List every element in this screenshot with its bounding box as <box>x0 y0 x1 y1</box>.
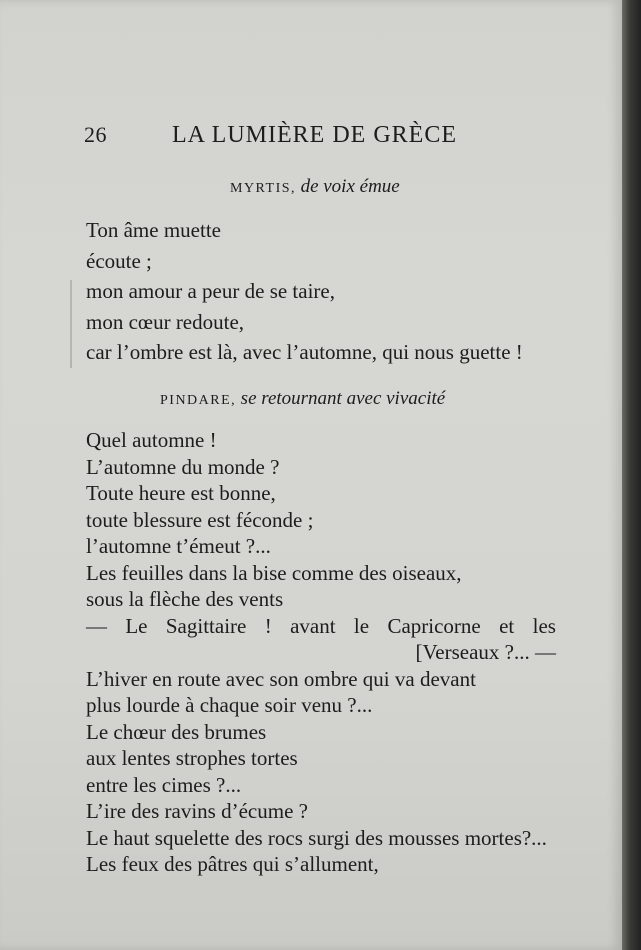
verse-word: les <box>532 613 556 638</box>
verse-line: mon cœur redoute, <box>86 309 245 334</box>
verse-line: L’hiver en route avec son ombre qui va devant <box>86 666 476 691</box>
verse-line: Toute heure est bonne, <box>86 481 276 505</box>
verse-line: mon amour a peur de se taire, <box>86 279 335 303</box>
speaker-heading-myrtis <box>230 176 400 198</box>
verse-line-justified <box>86 613 556 640</box>
verse-line: écoute ; <box>86 248 152 273</box>
verse-word: avant <box>290 613 336 638</box>
running-title: LA LUMIÈRE DE GRÈCE <box>172 122 457 148</box>
page-number: 26 <box>84 122 107 147</box>
verse-word: le <box>353 613 370 638</box>
verse-line: Le haut squelette des rocs surgi des mousses mortes?... <box>86 825 547 850</box>
verse-line: entre les cimes ?... <box>86 772 242 797</box>
verse-line: Les feux des pâtres qui s’allument, <box>86 852 379 876</box>
verse-line-overflow: [Verseaux ?... — <box>415 640 556 664</box>
verse-word: Le <box>125 613 148 638</box>
verse-word: ! <box>264 613 272 638</box>
verse-line: car l’ombre est là, avec l’automne, qui nous guette ! <box>86 340 523 364</box>
speaker-name: MYRTIS, <box>230 181 297 196</box>
speaker-heading-pindare <box>160 388 445 410</box>
verse-line: aux lentes strophes tortes <box>86 746 298 770</box>
verse-stanza-myrtis <box>86 215 523 368</box>
stage-direction: se retournant avec vivacité <box>240 388 446 409</box>
page-binding-edge <box>622 0 641 950</box>
verse-line: Le chœur des brumes <box>86 719 267 744</box>
verse-line: l’automne t’émeut ?... <box>86 534 271 558</box>
verse-stanza-pindare <box>86 427 556 878</box>
verse-line: sous la flèche des vents <box>86 587 284 611</box>
margin-pencil-mark <box>70 280 72 368</box>
verse-line: L’automne du monde ? <box>86 454 280 479</box>
verse-line: L’ire des ravins d’écume ? <box>86 799 308 823</box>
verse-word: Capricorne <box>387 613 481 638</box>
verse-word: Sagittaire <box>165 613 247 638</box>
speaker-name: PINDARE, <box>160 393 237 408</box>
stage-direction: de voix émue <box>300 176 400 197</box>
verse-line: Quel automne ! <box>86 428 217 452</box>
verse-word: — <box>86 613 107 638</box>
verse-word: et <box>499 613 515 638</box>
verse-line: Ton âme muette <box>86 218 221 242</box>
verse-line: toute blessure est féconde ; <box>86 507 314 532</box>
verse-line: plus lourde à chaque soir venu ?... <box>86 693 373 717</box>
verse-line: Les feuilles dans la bise comme des oiseaux, <box>86 560 462 585</box>
